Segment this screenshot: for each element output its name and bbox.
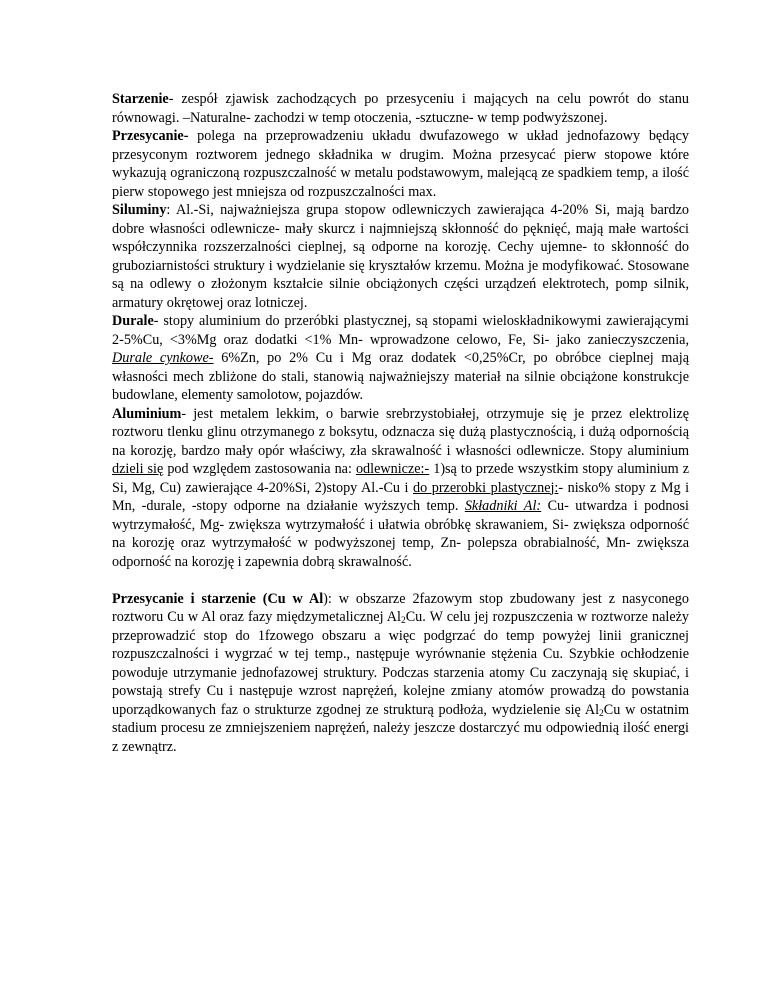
text-aluminium-1: - jest metalem lekkim, o barwie srebrzystobiałej, otrzymuje się je przez elektrolizę roztworu tlenku glinu otrzymanego z boksytu, odznacza się dużą plastycznością, i dużą odpornością na korozję, bardzo mały opór właściwy, zła skrawalność i własności odlewnicze. Stopy aluminium <box>112 405 689 459</box>
text-siluminy: : Al.-Si, najważniejsza grupa stopow odlewniczych zawierająca 4-20% Si, mają bardzo dobre własności odlewnicze- mały skurcz i najmniejszą skłonność do pęknięć, mają małe wartości współczynnika rozszerzalności cieplnej, są odporne na korozję. Cechy ujemne- to skłonność do gruboziarnistości struktury i wydzielanie się kryształów krzemu. Można je modyfikować. Stosowane są na odlewy o złożonym kształcie silnie obciążonych części urządzeń elektrotech, pomp silnik, armatury okrętowej oraz lotniczej. <box>112 202 689 311</box>
text-starzenie: - zespół zjawisk zachodzących po przesyceniu i mających na celu powrót do stanu równowagi. –Naturalne- zachodzi w temp otoczenia, -sztuczne- w temp podwyższonej. <box>112 91 689 126</box>
term-przesycanie: Przesycanie- <box>112 128 189 144</box>
underline-przerobki: do przerobki plastycznej: <box>413 479 559 496</box>
underline-odlewnicze: odlewnicze:- <box>355 461 430 477</box>
paragraph-durale <box>112 312 689 405</box>
paragraph-starzenie <box>112 90 689 127</box>
subscript-2b: 2 <box>599 708 604 719</box>
text-ps-2: Cu. W celu jej rozpuszczenia w roztworze należy przeprowadzić stop do 1fzowego obszaru a więc podgrzać do temp powyżej linii granicznej rozpuszczalności i wygrzać w tej temp., następuje wyrównanie stężenia Cu. Szybkie ochłodzenie powoduje utrzymanie jednofazowej struktury. Podczas starzenia atomy Cu zaczynają się skupiać, i powstają strefy Cu i następuje wzrost naprężeń, kolejne zmiany atomów prowadzą do powstania uporządkowanych faz o strukturze zgodnej ze strukturą podłoża, wydzielenie się Al <box>112 609 690 718</box>
term-siluminy: Siluminy <box>112 202 167 218</box>
text-durale-2: 6%Zn, po 2% Cu i Mg oraz dodatek <0,25%Cr, po obróbce cieplnej mają własności mech zbliżone do stali, stanowią najważniejszy materiał na silnie obciążone konstrukcje budowlane, elementy samolotow, pojazdów. <box>112 350 689 403</box>
text-aluminium-4: - nisko% stopy z Mg i Mn, -durale, -stopy odporne na działanie wyższych temp. <box>112 479 690 514</box>
text-ps-1: ): w obszarze 2fazowym stop zbudowany jest z nasyconego roztworu Cu w Al oraz fazy międzymetalicznej Al <box>112 590 689 625</box>
subscript-2: 2 <box>400 616 406 626</box>
term-durale: Durale <box>112 313 154 329</box>
term-durale-cynkowe: , Durale cynkowe- <box>112 331 689 366</box>
underline-dzieli-sie: dzieli się <box>112 461 164 477</box>
document-body <box>112 90 689 756</box>
text-aluminium-2: pod względem zastosowania na: <box>163 461 356 477</box>
paragraph-przesycanie <box>112 127 689 201</box>
term-starzenie: Starzenie <box>112 91 169 107</box>
blank-line <box>112 571 689 590</box>
text-przesycanie: polega na przeprowadzeniu układu dwufazowego w układ jednofazowy będący przesyconym roztworem jednego składnika w drugim. Można przesycać pierw stopowe które wykazują ograniczoną rozpuszczalność w metalu podstawowym, malejącą ze spadkiem temp, a ilość pierw stopowego jest mniejsza od rozpuszczalności max. <box>112 128 689 200</box>
paragraph-przesycanie-starzenie <box>112 590 689 757</box>
paragraph-siluminy <box>112 201 689 312</box>
paragraph-aluminium <box>112 405 689 572</box>
text-durale-1: - stopy aluminium do przeróbki plastycznej, są stopami wieloskładnikowymi zawierającymi 2-5%Cu, <3%Mg oraz dodatki <1% Mn- wprowadzone celowo, Fe, Si- jako zanieczyszczenia <box>112 313 689 348</box>
text-ps-3: Cu w ostatnim stadium procesu ze zmniejszeniem naprężeń, należy jeszcze dostarczyć mu odpowiednią ilość energi z zewnątrz. <box>112 701 690 755</box>
term-aluminium: Aluminium <box>112 405 182 422</box>
text-aluminium-3: 1)są to przede wszystkim stopy aluminium z Si, Mg, Cu) zawierające 4-20%Si, 2)stopy Al.-Cu i <box>112 461 689 496</box>
term-przesycanie-starzenie: Przesycanie i starzenie (Cu w Al <box>112 590 324 607</box>
text-aluminium-5: Cu- utwardza i podnosi wytrzymałość, Mg- zwiększa wytrzymałość i ułatwia obróbkę skrawaniem, Si- zwiększa odporność na korozję oraz wytrzymałość w podwyższonej temp, Zn- polepsza obrabialność, Mn- zwiększa odporność na korozję i zapewnia dobrą skrawalność. <box>112 498 690 570</box>
underline-skladniki: Składniki Al: <box>464 498 542 514</box>
